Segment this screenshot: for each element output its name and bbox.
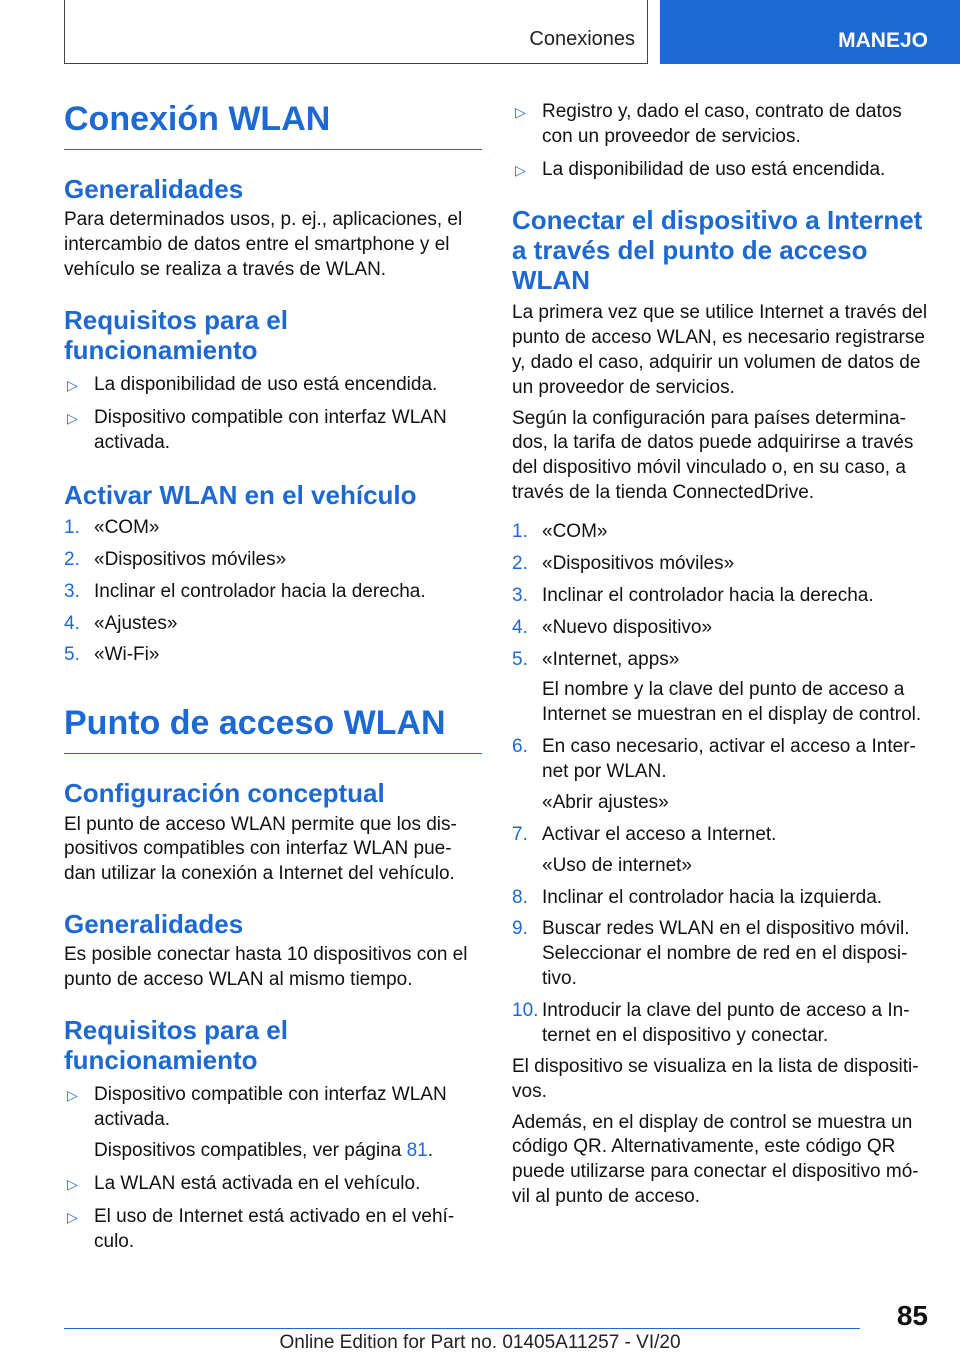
step-item: 1. «COM» bbox=[512, 521, 608, 543]
step-item: 2. «Dispositivos móviles» bbox=[512, 552, 735, 574]
header-section-title: Conexiones bbox=[529, 28, 635, 50]
step-item: 7. Activar el acceso a Internet. «Uso de internet» bbox=[512, 823, 930, 879]
heading-generalidades: Generalidades bbox=[64, 174, 244, 205]
triangle-bullet-icon: ▷ bbox=[67, 1087, 78, 1104]
header-tab-manejo: MANEJO bbox=[660, 0, 960, 64]
heading-conectar: Conectar el dispositivo a Internet a través del punto de acceso WLAN bbox=[512, 204, 923, 295]
right-column bbox=[512, 100, 930, 1210]
triangle-bullet-icon: ▷ bbox=[67, 410, 78, 427]
step-note: «Abrir ajustes» bbox=[542, 791, 669, 813]
step-item: 3. Inclinar el controlador hacia la derecha. bbox=[64, 580, 426, 602]
step-item: 5. «Wi-Fi» bbox=[64, 644, 160, 666]
triangle-bullet-icon: ▷ bbox=[67, 1176, 78, 1193]
heading-generalidades-2: Generalidades bbox=[64, 909, 244, 940]
triangle-bullet-icon: ▷ bbox=[515, 104, 526, 120]
heading-requisitos-2: Requisitos para el funcionamiento bbox=[64, 1015, 288, 1076]
step-note: El nombre y la clave del punto de acceso a Internet se muestran en el display de control. bbox=[542, 679, 922, 726]
paragraph-configuracion: El punto de acceso WLAN permite que los dis-positivos compatibles con interfaz WLAN pue-dan utilizar la conexión a Internet del vehículo. bbox=[64, 813, 457, 885]
activar-steps bbox=[64, 516, 482, 668]
list-item: ▷ El uso de Internet está activado en el vehí-culo. bbox=[67, 1205, 455, 1252]
step-item: 6. En caso necesario, activar el acceso a Inter-net por WLAN. «Abrir ajustes» bbox=[512, 735, 930, 816]
heading-requisitos: Requisitos para el funcionamiento bbox=[64, 304, 288, 366]
paragraph-3: El dispositivo se visualiza en la lista de dispositi-vos. bbox=[512, 1055, 919, 1102]
paragraph-generalidades-2: Es posible conectar hasta 10 dispositivos con el punto de acceso WLAN al mismo tiempo. bbox=[64, 944, 468, 991]
top-list bbox=[512, 100, 930, 183]
step-item: 1. «COM» bbox=[64, 516, 160, 538]
page-link[interactable]: 81 bbox=[406, 1140, 428, 1162]
step-item: 4. «Ajustes» bbox=[64, 612, 178, 634]
header-box bbox=[64, 0, 648, 64]
heading-configuracion: Configuración conceptual bbox=[64, 778, 385, 809]
triangle-bullet-icon: ▷ bbox=[515, 161, 526, 178]
requisitos-list bbox=[64, 373, 482, 456]
triangle-bullet-icon: ▷ bbox=[67, 377, 78, 394]
list-item: ▷ Dispositivo compatible con interfaz WLAN activada. bbox=[67, 407, 447, 453]
conectar-steps bbox=[512, 520, 930, 1049]
footer-divider bbox=[64, 1328, 860, 1329]
list-item: ▷ Dispositivo compatible con interfaz WLAN activada. Dispositivos compatibles, ver página 81. bbox=[64, 1083, 482, 1164]
list-note: Dispositivos compatibles, ver página 81. bbox=[94, 1140, 434, 1162]
step-item: 4. «Nuevo dispositivo» bbox=[512, 616, 713, 638]
step-item: 10. Introducir la clave del punto de acceso a In-ternet en el dispositivo y conectar. bbox=[512, 1000, 910, 1046]
page-number: 85 bbox=[896, 1300, 928, 1331]
step-item: 3. Inclinar el controlador hacia la derecha. bbox=[512, 584, 874, 606]
list-item: ▷ La disponibilidad de uso está encendida. bbox=[67, 374, 438, 396]
left-column bbox=[64, 100, 482, 1255]
paragraph-generalidades: Para determinados usos, p. ej., aplicaciones, el intercambio de datos entre el smartphone y el vehículo se realiza a través de WLAN. bbox=[64, 209, 463, 280]
step-item: 5. «Internet, apps» El nombre y la clave del punto de acceso a Internet se muestran en el display de control. bbox=[512, 648, 930, 729]
requisitos-list-2 bbox=[64, 1083, 482, 1254]
triangle-bullet-icon: ▷ bbox=[67, 1208, 78, 1225]
step-item: 8. Inclinar el controlador hacia la izquierda. bbox=[512, 886, 883, 908]
list-item: ▷ Registro y, dado el caso, contrato de datos con un proveedor de servicios. bbox=[515, 101, 902, 147]
paragraph-2: Según la configuración para países determina-dos, la tarifa de datos puede adquirirse a través del dispositivo móvil vinculado o, en su caso, a través de la tienda ConnectedDrive. bbox=[512, 407, 914, 504]
paragraph-1: La primera vez que se utilice Internet a través del punto de acceso WLAN, es necesario registrarse y, dado el caso, adquirir un volumen de datos de un proveedor de servicios. bbox=[512, 302, 928, 398]
step-item: 9. Buscar redes WLAN en el dispositivo móvil. Seleccionar el nombre de red en el disposi-tivo. bbox=[512, 918, 910, 990]
heading-conexion-wlan: Conexión WLAN bbox=[64, 100, 482, 150]
step-item: 2. «Dispositivos móviles» bbox=[64, 548, 287, 570]
step-note: «Uso de internet» bbox=[542, 854, 692, 876]
heading-punto-acceso: Punto de acceso WLAN bbox=[64, 704, 482, 754]
footer-edition: Online Edition for Part no. 01405A11257 - VI/20 bbox=[279, 1332, 681, 1353]
list-item: ▷ La disponibilidad de uso está encendida. bbox=[515, 158, 886, 180]
paragraph-4: Además, en el display de control se muestra un código QR. Alternativamente, este código QR puede utilizarse para conectar el dispositivo mó-vil al punto de acceso. bbox=[512, 1111, 919, 1208]
heading-activar-wlan: Activar WLAN en el vehículo bbox=[64, 479, 417, 510]
list-item: ▷ La WLAN está activada en el vehículo. bbox=[67, 1173, 421, 1195]
